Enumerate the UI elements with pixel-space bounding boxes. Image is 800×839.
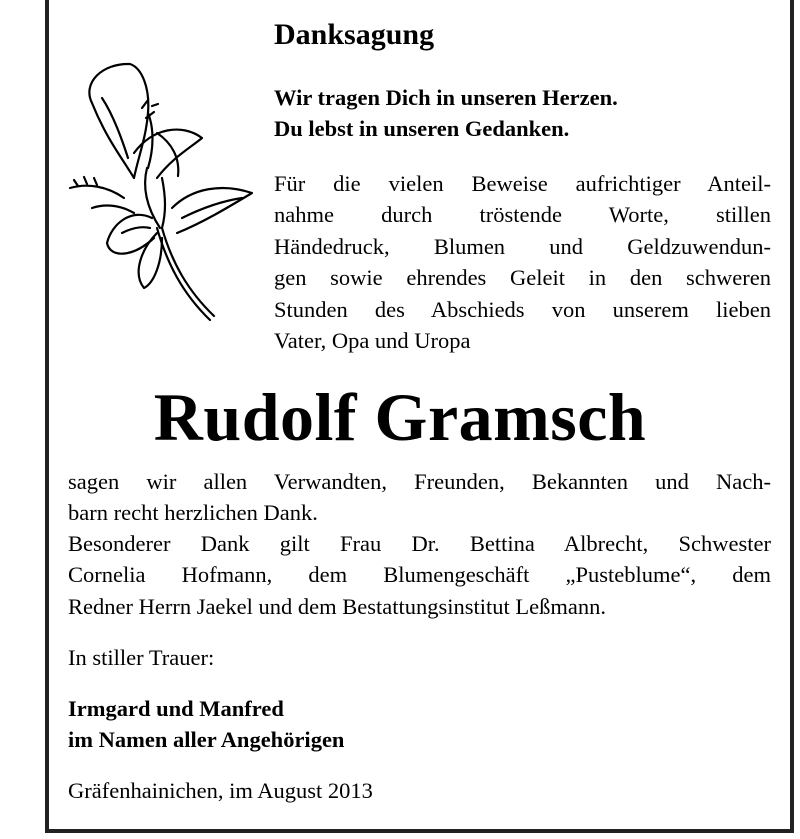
thanks-paragraph xyxy=(68,467,771,622)
intro-line: Stunden des Abschieds von unserem lieben xyxy=(274,296,771,322)
calla-lily-illustration xyxy=(62,58,262,328)
motto-line: Du lebst in unseren Gedanken. xyxy=(274,116,570,141)
signer-line: Irmgard und Manfred xyxy=(68,696,284,721)
deceased-name: Rudolf Gramsch xyxy=(153,379,647,455)
motto xyxy=(274,82,618,144)
thanks-line: Redner Herrn Jaekel und dem Bestattungsinstitut Leßmann. xyxy=(68,593,607,619)
intro-line: gen sowie ehrendes Geleit in den schweren xyxy=(274,265,771,291)
thanks-line: Besonderer Dank gilt Frau Dr. Bettina Albrecht, Schwester xyxy=(68,530,771,556)
intro-line: nahme durch tröstende Worte, stillen xyxy=(274,202,771,228)
mourning-line: In stiller Trauer: xyxy=(68,645,215,670)
thanks-line: barn recht herzlichen Dank. xyxy=(68,500,318,526)
thanks-line: Cornelia Hofmann, dem Blumengeschäft „Pusteblume“, dem xyxy=(68,562,771,588)
intro-line: Händedruck, Blumen und Geldzuwendun- xyxy=(274,233,771,259)
thanks-line: sagen wir allen Verwandten, Freunden, Bekannten und Nach- xyxy=(68,469,771,494)
motto-line: Wir tragen Dich in unseren Herzen. xyxy=(274,85,618,110)
signers xyxy=(68,693,344,755)
intro-paragraph xyxy=(274,168,771,356)
intro-line: Vater, Opa und Uropa xyxy=(274,327,471,353)
intro-line: Für die vielen Beweise aufrichtiger Anteil- xyxy=(274,171,771,196)
place-date: Gräfenhainichen, im August 2013 xyxy=(68,778,373,803)
heading: Danksagung xyxy=(274,18,435,51)
signer-line: im Namen aller Angehörigen xyxy=(68,727,345,752)
